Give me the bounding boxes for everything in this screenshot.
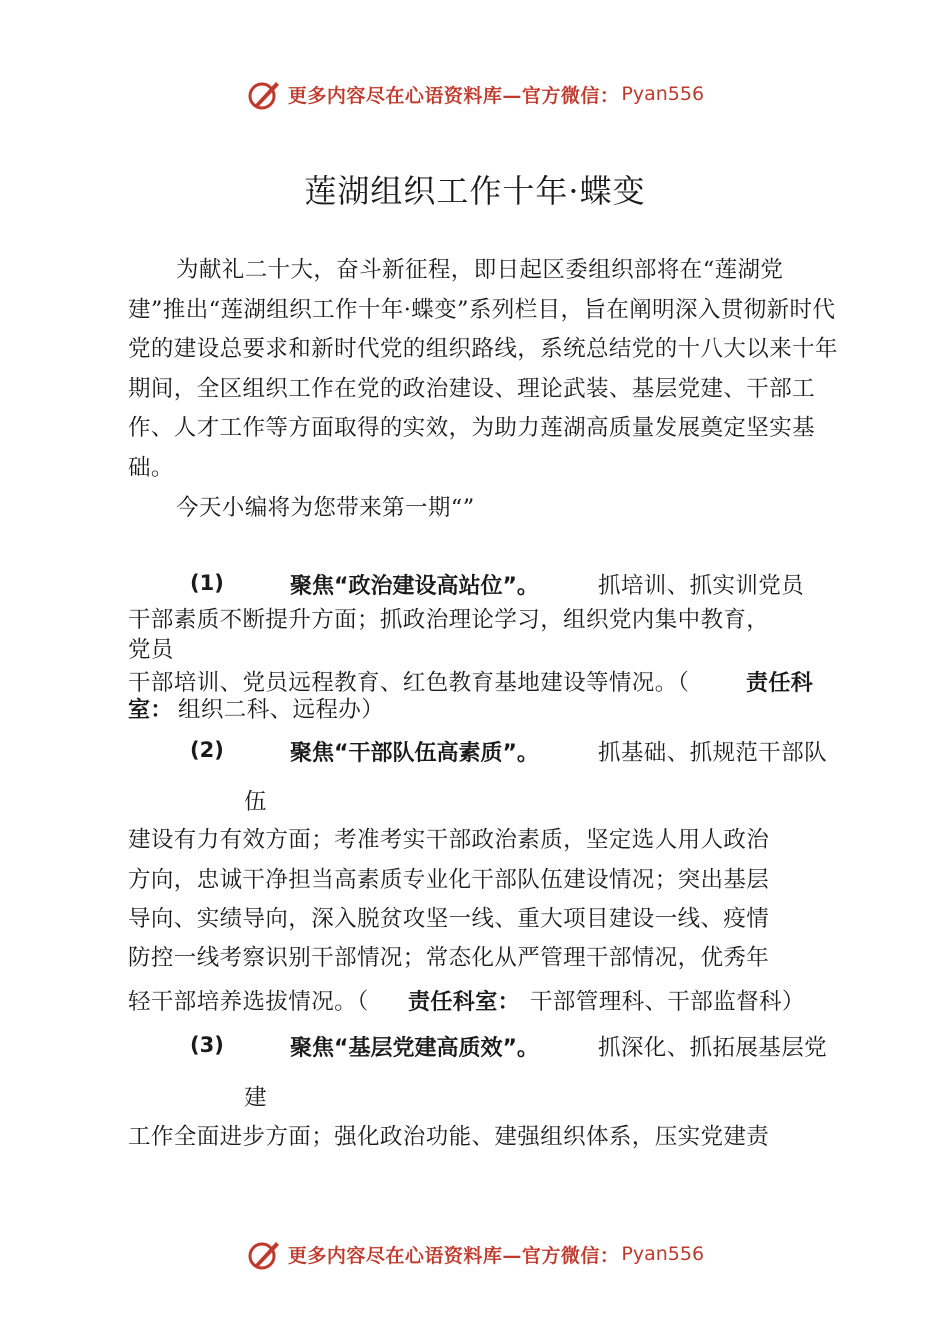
quill-logo-icon: [246, 76, 282, 112]
footer-banner-wechat-id: Pyan556: [621, 1243, 705, 1265]
section-1-line-2: 党员: [128, 637, 174, 663]
lead-paragraph: 今天小编将为您带来第一期“”: [176, 495, 475, 521]
section-2-heading: 聚焦“干部队伍高素质”。: [290, 741, 539, 766]
section-2-lead-text: 抓基础、抓规范干部队: [598, 740, 828, 766]
quill-logo-icon: [246, 1236, 282, 1272]
footer-banner: [0, 1232, 950, 1276]
section-2-line-3: 导向、实绩导向，深入脱贫攻坚一线、重大项目建设一线、疫情: [128, 906, 770, 932]
section-3-heading: 聚焦“基层党建高质效”。: [290, 1036, 539, 1061]
section-1-responsibility-value: 组织二科、远程办）: [178, 697, 385, 723]
section-3-lead-text: 抓深化、抓拓展基层党: [598, 1035, 828, 1061]
section-1-number: (1): [190, 571, 224, 595]
section-1-heading: 聚焦“政治建设高站位”。: [290, 574, 539, 599]
section-1-lead-text: 抓培训、抓实训党员: [598, 573, 805, 599]
footer-banner-text: 更多内容尽在心语资料库—官方微信：: [287, 1244, 620, 1267]
section-2-line-5: 轻干部培养选拔情况。（: [128, 989, 369, 1015]
section-3-line-1: 工作全面进步方面；强化政治功能、建强组织体系，压实党建责: [128, 1124, 770, 1150]
intro-paragraph: 为献礼二十大，奋斗新征程，即日起区委组织部将在“莲湖党建”推出“莲湖组织工作十年·蝶变”系列栏目，旨在阐明深入贯彻新时代党的建设总要求和新时代党的组织路线，系统总结党的十八大以来十年期间，全区组织工作在党的政治建设、理论武装、基层党建、干部工作、人才工作等方面取得的实效，为助力莲湖高质量发展奠定坚实基础。: [128, 257, 838, 481]
document-title: 莲湖组织工作十年·蝶变: [304, 172, 646, 210]
section-2-responsibility-value: 干部管理科、干部监督科）: [530, 989, 805, 1015]
header-banner: [0, 72, 950, 116]
section-2-responsibility-label: 责任科室：: [408, 990, 521, 1015]
section-3-wrapped-char: 建: [244, 1085, 267, 1111]
section-1-line-1: 干部素质不断提升方面；抓政治理论学习，组织党内集中教育，: [128, 607, 770, 633]
banner-wechat-id: Pyan556: [621, 83, 705, 105]
section-2-number: (2): [190, 738, 224, 762]
section-1-responsibility-label-a: 责任科: [746, 671, 814, 696]
section-2-wrapped-char: 伍: [244, 789, 267, 815]
section-2-line-2: 方向，忠诚干净担当高素质专业化干部队伍建设情况；突出基层: [128, 867, 770, 893]
section-1-responsibility-label-b: 室：: [128, 698, 173, 723]
section-2-line-1: 建设有力有效方面；考准考实干部政治素质，坚定选人用人政治: [128, 827, 770, 853]
banner-text: 更多内容尽在心语资料库—官方微信：: [287, 84, 620, 107]
section-1-line-3: 干部培训、党员远程教育、红色教育基地建设等情况。（: [128, 670, 690, 696]
section-3-number: (3): [190, 1033, 224, 1057]
section-2-line-4: 防控一线考察识别干部情况；常态化从严管理干部情况，优秀年: [128, 945, 770, 971]
